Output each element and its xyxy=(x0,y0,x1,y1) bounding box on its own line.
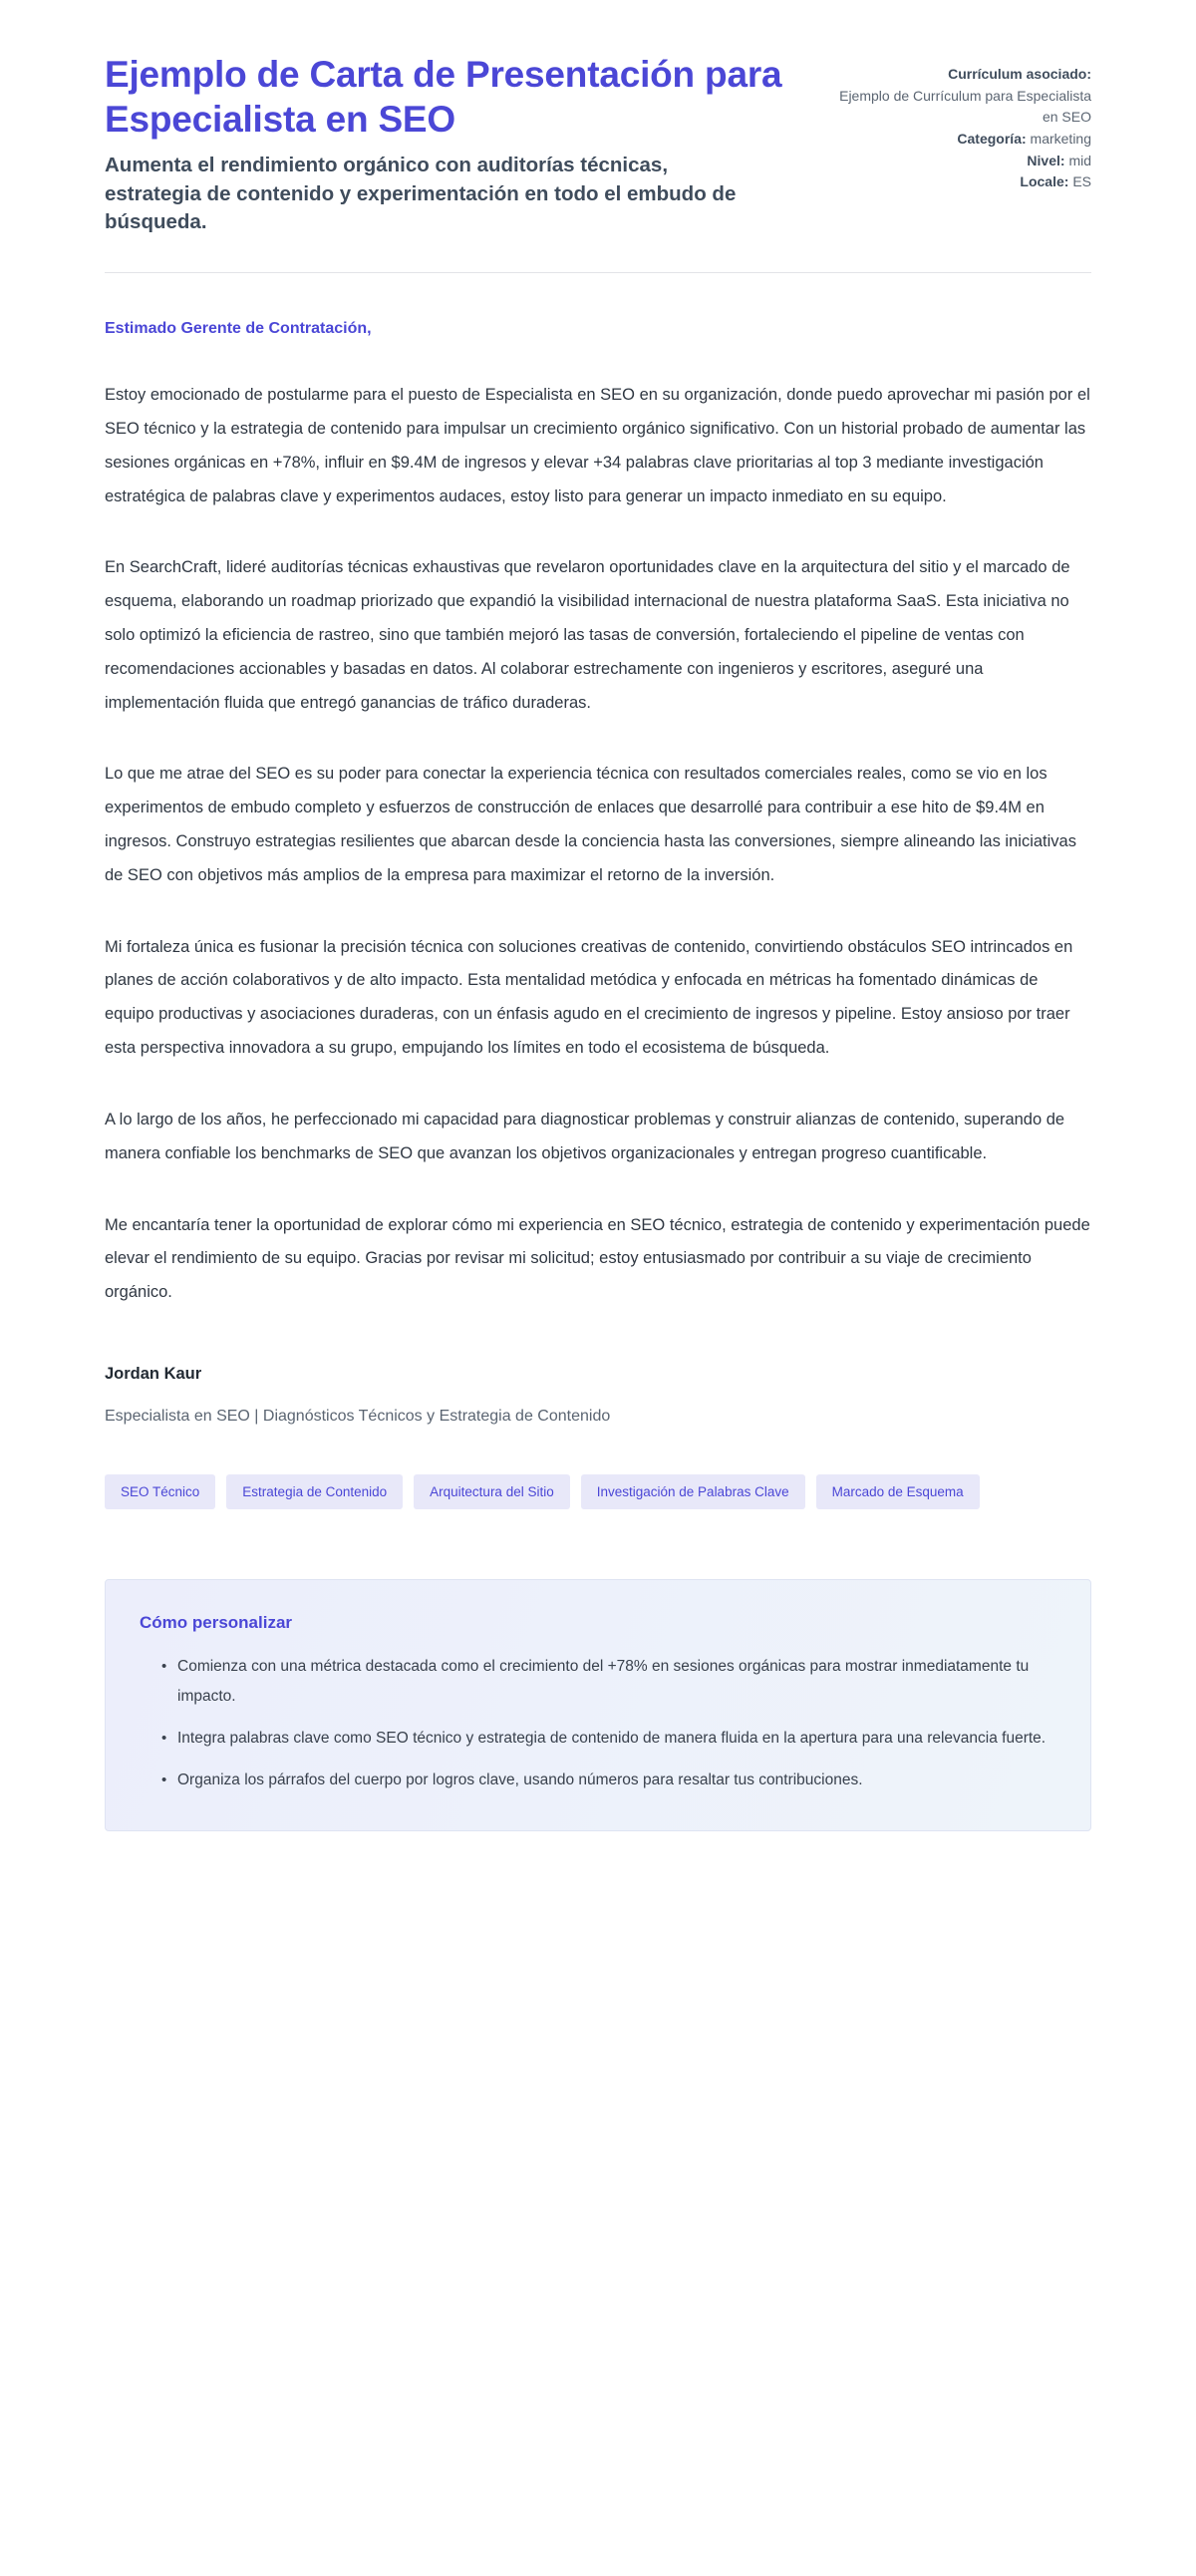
signature-name: Jordan Kaur xyxy=(105,1364,202,1383)
salutation: Estimado Gerente de Contratación, xyxy=(105,320,372,338)
callout-list-item: • Organiza los párrafos del cuerpo por logros clave, usando números para resaltar tus contribuciones. xyxy=(161,1766,1056,1795)
page-subtitle: Aumenta el rendimiento orgánico con auditorías técnicas, estrategia de contenido y experimentación en todo el embudo de búsqueda. xyxy=(105,154,737,233)
meta-category-value: marketing xyxy=(1030,131,1091,148)
callout-list-item: • Comienza con una métrica destacada como el crecimiento del +78% en sesiones orgánicas para mostrar inmediatamente tu impacto. xyxy=(161,1652,1056,1712)
header-title-block xyxy=(105,52,797,236)
meta-level-label: Nivel: xyxy=(1027,152,1065,168)
page-title: Ejemplo de Carta de Presentación para Especialista en SEO xyxy=(105,54,782,141)
tag-list xyxy=(105,1429,1091,1510)
document-header xyxy=(105,0,1091,236)
meta-locale xyxy=(837,171,1091,193)
tag-chip[interactable]: Investigación de Palabras Clave xyxy=(581,1474,805,1510)
meta-category-label: Categoría: xyxy=(957,131,1027,148)
meta-associated-resume-value: Ejemplo de Currículum para Especialista en SEO xyxy=(839,87,1091,126)
tag-chip[interactable]: Estrategia de Contenido xyxy=(226,1474,403,1510)
tag-chip[interactable]: SEO Técnico xyxy=(105,1474,215,1510)
meta-associated-resume-label: Currículum asociado: xyxy=(948,66,1091,82)
meta-category xyxy=(837,129,1091,151)
letter-paragraph: Me encantaría tener la oportunidad de explorar cómo mi experiencia en SEO técnico, estrategia de contenido y experimentación puede elevar el rendimiento de su equipo. Gracias por revisar mi solicitud; estoy entusiasmado por contribuir a su viaje de crecimiento orgánico. xyxy=(105,1215,1090,1302)
meta-locale-value: ES xyxy=(1072,173,1091,190)
cover-letter-body xyxy=(105,273,1091,1310)
tag-chip[interactable]: Marcado de Esquema xyxy=(816,1474,980,1510)
meta-locale-label: Locale: xyxy=(1020,173,1069,190)
letter-paragraph: Estoy emocionado de postularme para el puesto de Especialista en SEO en su organización, donde puedo aprovechar mi pasión por el SEO técnico y la estrategia de contenido para impulsar un crecimiento orgánico significativo. Con un historial probado de aumentar las sesiones orgánicas en +78%, influir en $9.4M de ingresos y elevar +34 palabras clave prioritarias al top 3 mediante investigación estratégica de palabras clave y experimentos audaces, estoy listo para generar un impacto inmediato en su equipo. xyxy=(105,386,1090,505)
how-to-customize-callout xyxy=(105,1579,1091,1830)
tag-chip[interactable]: Arquitectura del Sitio xyxy=(414,1474,570,1510)
letter-paragraph: A lo largo de los años, he perfeccionado mi capacidad para diagnosticar problemas y construir alianzas de contenido, superando de manera confiable los benchmarks de SEO que avanzan los objetivos organizacionales y entregan progreso cuantificable. xyxy=(105,1110,1065,1162)
letter-paragraph: En SearchCraft, lideré auditorías técnicas exhaustivas que revelaron oportunidades clave en la arquitectura del sitio y el marcado de esquema, elaborando un roadmap priorizado que expandió la visibilidad internacional de nuestra plataforma SaaS. Esta iniciativa no solo optimizó la eficiencia de rastreo, sino que también mejoró las tasas de conversión, fortaleciendo el pipeline de ventas con recomendaciones accionables y basadas en datos. Al colaborar estrechamente con ingenieros y escritores, aseguré una implementación fluida que entregó ganancias de tráfico duraderas. xyxy=(105,558,1070,712)
letter-paragraph: Lo que me atrae del SEO es su poder para conectar la experiencia técnica con resultados comerciales reales, como se vio en los experimentos de embudo completo y esfuerzos de construcción de enlaces que desarrollé para contribuir a ese hito de $9.4M en ingresos. Construyo estrategias resilientes que abarcan desde la conciencia hasta las conversiones, siempre alineando las iniciativas de SEO con objetivos más amplios de la empresa para maximizar el retorno de la inversión. xyxy=(105,765,1076,884)
signature-role: Especialista en SEO | Diagnósticos Técnicos y Estrategia de Contenido xyxy=(105,1407,611,1425)
callout-title: Cómo personalizar xyxy=(140,1613,293,1633)
meta-associated-resume xyxy=(837,64,1091,129)
meta-level xyxy=(837,151,1091,172)
callout-list-item: • Integra palabras clave como SEO técnico y estrategia de contenido de manera fluida en la apertura para una relevancia fuerte. xyxy=(161,1724,1056,1754)
letter-paragraph: Mi fortaleza única es fusionar la precisión técnica con soluciones creativas de contenido, convirtiendo obstáculos SEO intrincados en planes de acción colaborativos y de alto impacto. Esta mentalidad metódica y enfocada en métricas ha fomentado dinámicas de equipo productivas y asociaciones duraderas, con un énfasis agudo en el crecimiento de ingresos y pipeline. Estoy ansioso por traer esta perspectiva innovadora a su grupo, empujando los límites en todo el ecosistema de búsqueda. xyxy=(105,937,1073,1058)
meta-level-value: mid xyxy=(1068,152,1091,168)
signature-block xyxy=(105,1310,1091,1429)
header-metadata xyxy=(837,52,1091,193)
callout-list xyxy=(140,1652,1056,1796)
